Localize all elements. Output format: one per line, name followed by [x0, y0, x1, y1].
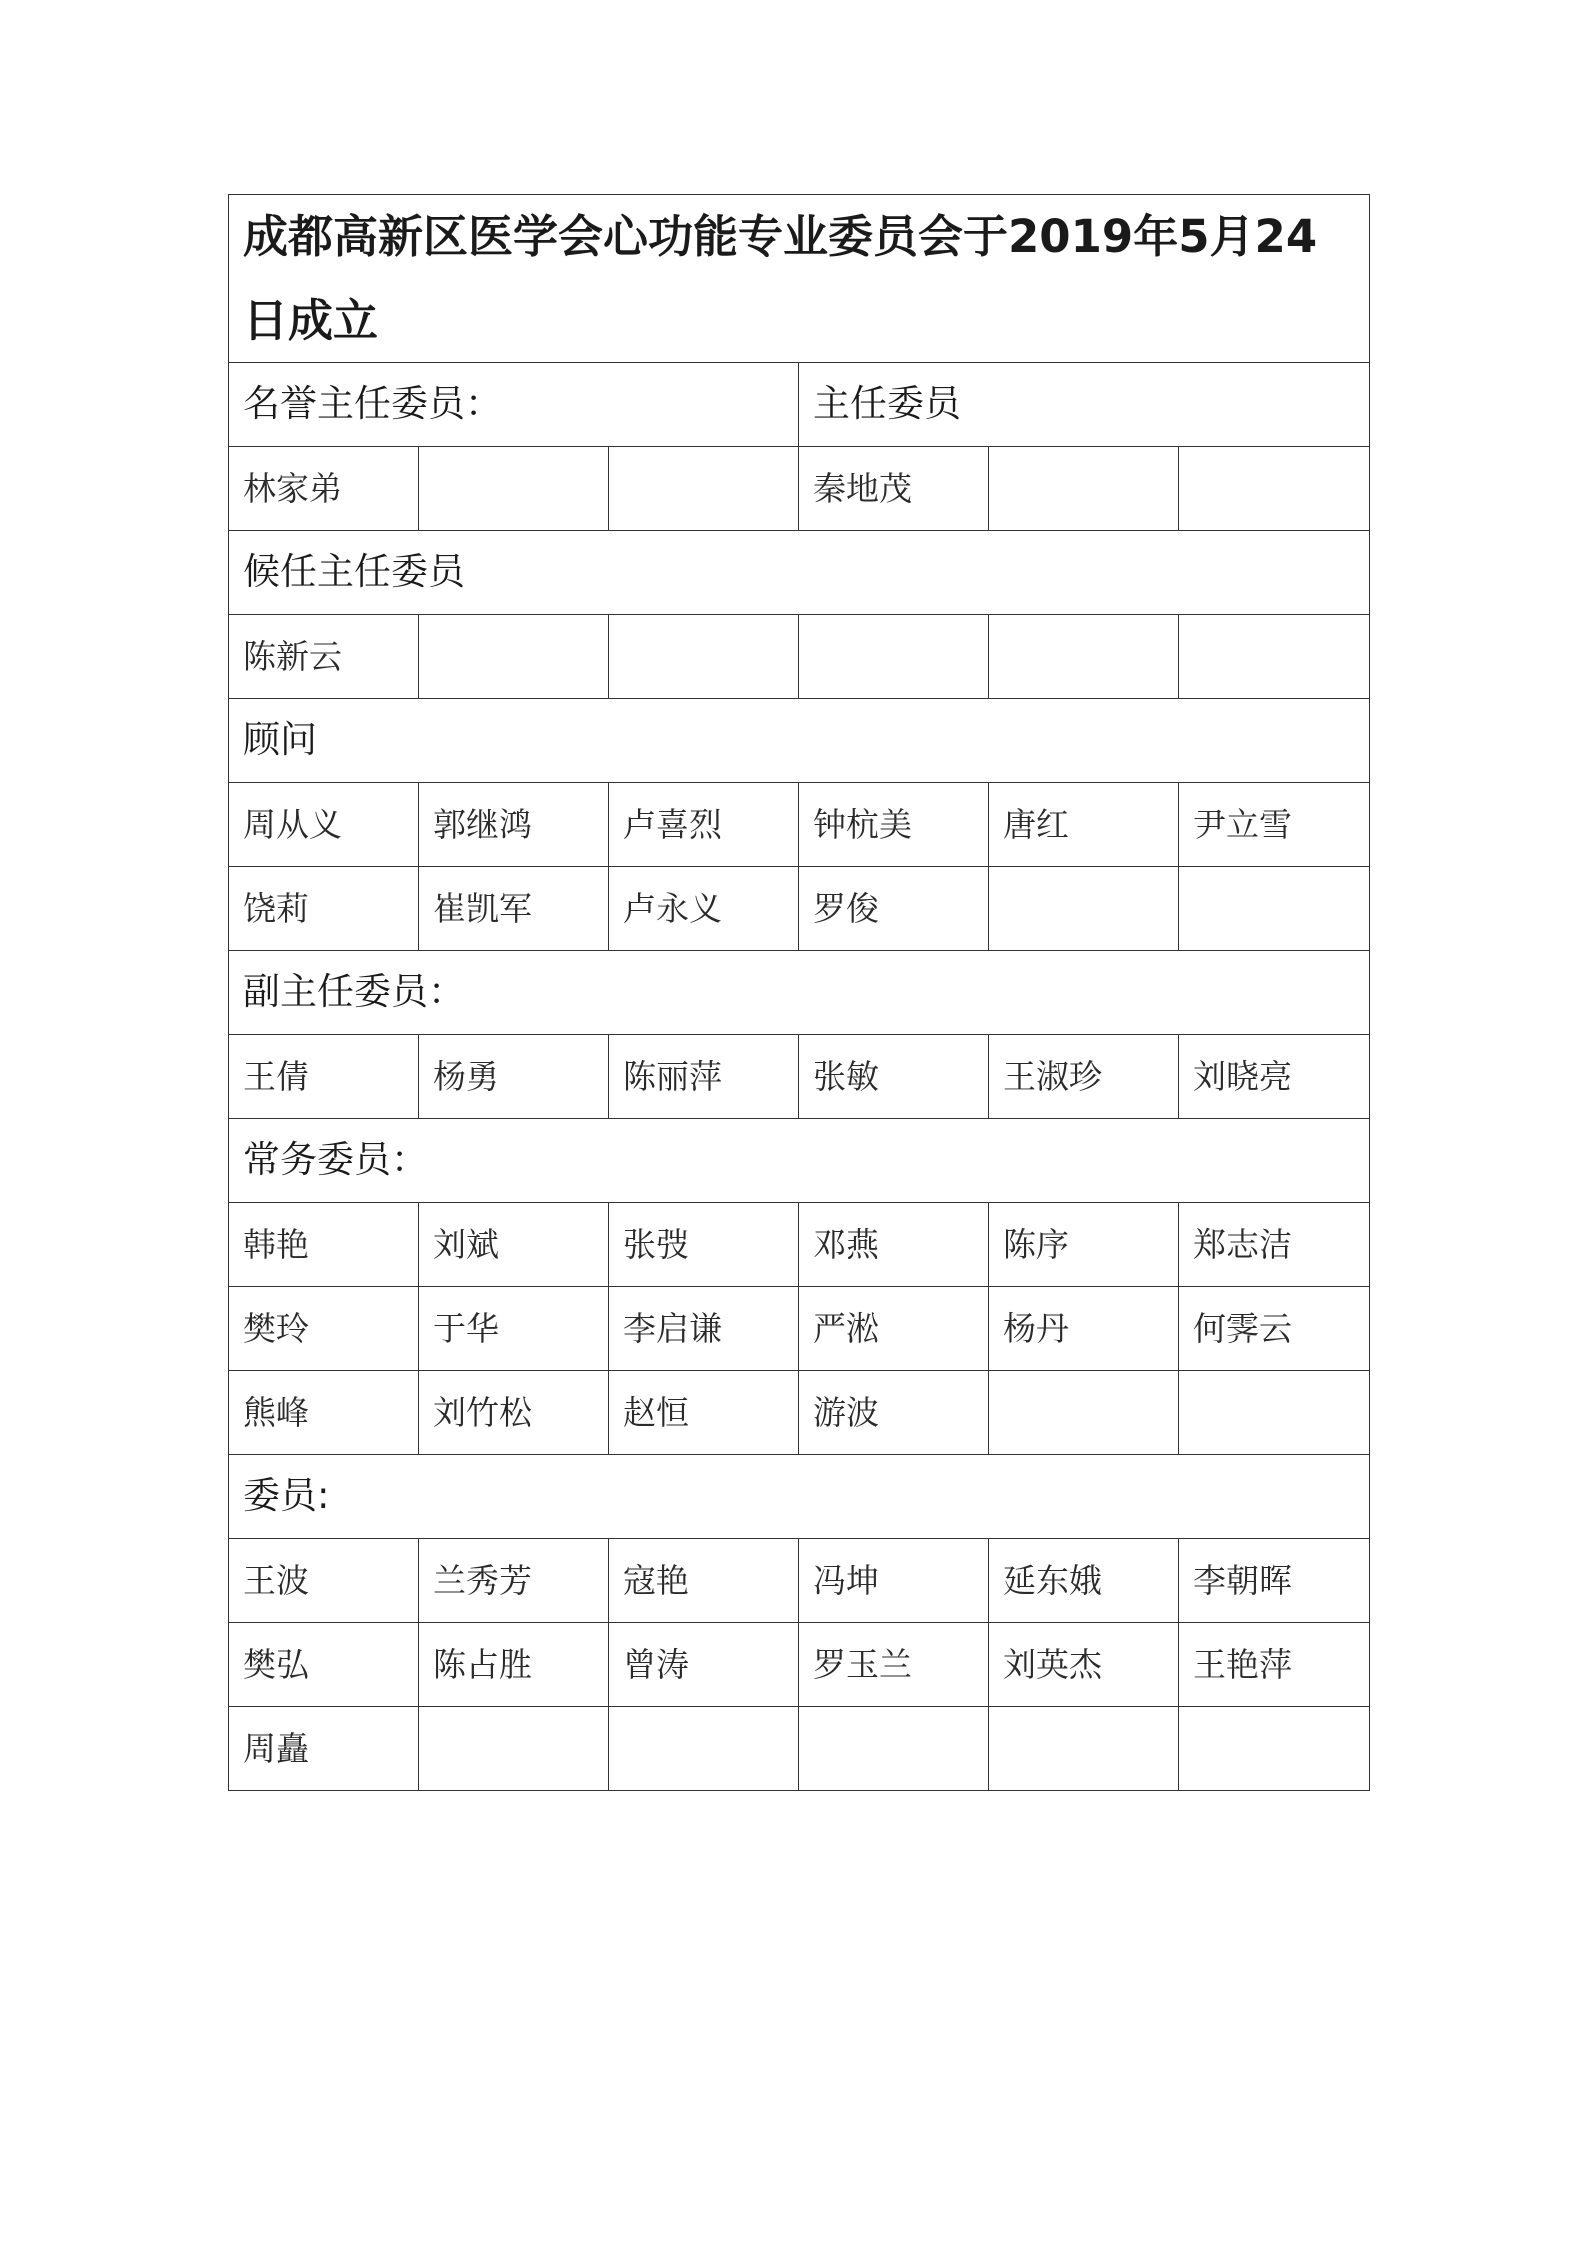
vice-chairs-row [229, 1035, 1370, 1119]
standing-member-name: 杨丹 [989, 1287, 1179, 1371]
standing-members-row [229, 1203, 1370, 1287]
chair-elect-names-row [229, 615, 1370, 699]
advisor-name: 崔凯军 [419, 867, 609, 951]
members-row [229, 1539, 1370, 1623]
advisor-name: 卢喜烈 [609, 783, 799, 867]
member-name: 曾涛 [609, 1623, 799, 1707]
standing-member-name: 李启谦 [609, 1287, 799, 1371]
standing-member-name: 邓燕 [799, 1203, 989, 1287]
honorary-chair-name: 林家弟 [229, 447, 419, 531]
empty-cell [1179, 1707, 1370, 1791]
members-row [229, 1623, 1370, 1707]
empty-cell [989, 1371, 1179, 1455]
vice-chair-name: 王淑珍 [989, 1035, 1179, 1119]
members-header-row [229, 1455, 1370, 1539]
empty-cell [609, 1707, 799, 1791]
empty-cell [989, 1707, 1179, 1791]
standing-member-name: 于华 [419, 1287, 609, 1371]
advisors-row [229, 867, 1370, 951]
standing-member-name: 郑志洁 [1179, 1203, 1370, 1287]
empty-cell [419, 447, 609, 531]
advisors-label: 顾问 [229, 699, 1370, 783]
member-name: 周矗 [229, 1707, 419, 1791]
standing-member-name: 游波 [799, 1371, 989, 1455]
chair-names-row [229, 447, 1370, 531]
empty-cell [989, 867, 1179, 951]
standing-member-name: 何霁云 [1179, 1287, 1370, 1371]
standing-members-label: 常务委员： [229, 1119, 1370, 1203]
standing-member-name: 韩艳 [229, 1203, 419, 1287]
members-label: 委员: [229, 1455, 1370, 1539]
standing-member-name: 赵恒 [609, 1371, 799, 1455]
member-name: 王波 [229, 1539, 419, 1623]
empty-cell [1179, 1371, 1370, 1455]
member-name: 兰秀芳 [419, 1539, 609, 1623]
advisor-name: 罗俊 [799, 867, 989, 951]
advisor-name: 钟杭美 [799, 783, 989, 867]
empty-cell [609, 447, 799, 531]
member-name: 冯坤 [799, 1539, 989, 1623]
vice-chair-name: 陈丽萍 [609, 1035, 799, 1119]
member-name: 王艳萍 [1179, 1623, 1370, 1707]
standing-member-name: 严淞 [799, 1287, 989, 1371]
advisor-name: 唐红 [989, 783, 1179, 867]
advisor-name: 尹立雪 [1179, 783, 1370, 867]
honorary-chair-label: 名誉主任委员： [229, 363, 799, 447]
standing-member-name: 熊峰 [229, 1371, 419, 1455]
empty-cell [1179, 615, 1370, 699]
title-row [229, 195, 1370, 363]
empty-cell [989, 615, 1179, 699]
standing-member-name: 刘斌 [419, 1203, 609, 1287]
member-name: 刘英杰 [989, 1623, 1179, 1707]
advisors-row [229, 783, 1370, 867]
member-name: 延东娥 [989, 1539, 1179, 1623]
document-title: 成都高新区医学会心功能专业委员会于2019年5月24日成立 [229, 195, 1370, 363]
advisors-header-row [229, 699, 1370, 783]
empty-cell [419, 1707, 609, 1791]
vice-chair-name: 王倩 [229, 1035, 419, 1119]
chair-elect-header-row [229, 531, 1370, 615]
standing-members-row [229, 1371, 1370, 1455]
empty-cell [1179, 867, 1370, 951]
advisor-name: 周从义 [229, 783, 419, 867]
empty-cell [1179, 447, 1370, 531]
advisor-name: 卢永义 [609, 867, 799, 951]
empty-cell [609, 615, 799, 699]
member-name: 寇艳 [609, 1539, 799, 1623]
vice-chair-name: 杨勇 [419, 1035, 609, 1119]
standing-member-name: 陈序 [989, 1203, 1179, 1287]
vice-chair-name: 张敏 [799, 1035, 989, 1119]
committee-roster-table [228, 194, 1370, 1791]
chair-header-row [229, 363, 1370, 447]
member-name: 樊弘 [229, 1623, 419, 1707]
standing-members-header-row [229, 1119, 1370, 1203]
chair-name: 秦地茂 [799, 447, 989, 531]
standing-members-row [229, 1287, 1370, 1371]
advisor-name: 郭继鸿 [419, 783, 609, 867]
chair-elect-name: 陈新云 [229, 615, 419, 699]
standing-member-name: 刘竹松 [419, 1371, 609, 1455]
advisor-name: 饶莉 [229, 867, 419, 951]
empty-cell [419, 615, 609, 699]
vice-chairs-header-row [229, 951, 1370, 1035]
empty-cell [799, 1707, 989, 1791]
member-name: 罗玉兰 [799, 1623, 989, 1707]
empty-cell [799, 615, 989, 699]
vice-chair-name: 刘晓亮 [1179, 1035, 1370, 1119]
document-page [228, 194, 1369, 1791]
chair-elect-label: 候任主任委员 [229, 531, 1370, 615]
members-row [229, 1707, 1370, 1791]
member-name: 陈占胜 [419, 1623, 609, 1707]
vice-chairs-label: 副主任委员： [229, 951, 1370, 1035]
standing-member-name: 樊玲 [229, 1287, 419, 1371]
standing-member-name: 张弢 [609, 1203, 799, 1287]
empty-cell [989, 447, 1179, 531]
member-name: 李朝晖 [1179, 1539, 1370, 1623]
chair-label: 主任委员 [799, 363, 1370, 447]
